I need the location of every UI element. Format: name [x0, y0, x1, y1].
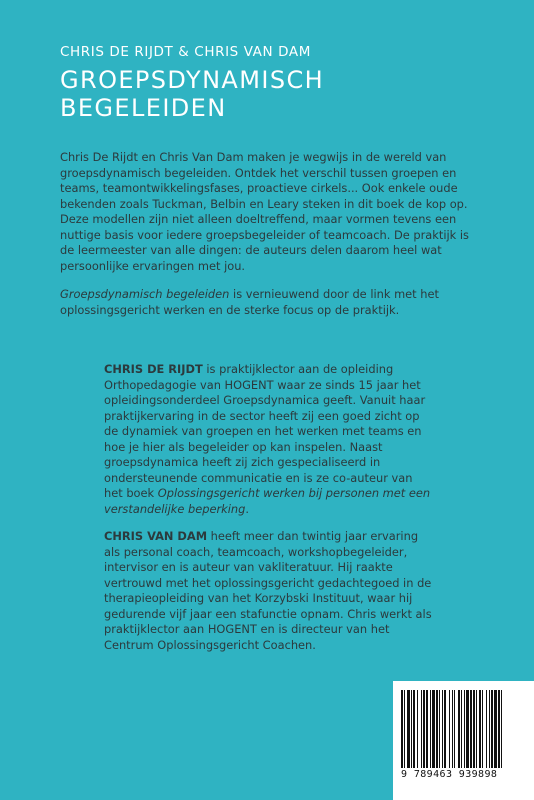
barcode-bar: [426, 690, 428, 768]
barcode-bar: [449, 690, 450, 768]
barcode-bar: [432, 690, 435, 768]
barcode-bar: [461, 690, 462, 768]
barcode-bar: [494, 690, 497, 768]
barcode-bar: [482, 690, 483, 768]
bio-2-text: heeft meer dan twintig jaar ervaring als personal coach, teamcoach, workshopbegeleider, intervisor en is auteur van vakliteratuur. Hij raakte vertrouwd met het oplossingsgericht gedachtegoed in de therapieopleiding van het Korzybski Instituut, waar hij gedurende vijf jaar een stafunctie opnam. Chris werkt als praktijklector aan HOGENT en is directeur van het Centrum Oplossingsgericht Coachen.: [104, 529, 432, 652]
bio-2-name: CHRIS VAN DAM: [104, 529, 208, 543]
barcode-bars: [401, 690, 527, 768]
barcode-bar: [442, 690, 443, 768]
barcode-bar: [430, 690, 431, 768]
bio-chris-de-rijdt: [104, 362, 434, 517]
barcode-bar: [423, 690, 425, 768]
barcode-bar: [464, 690, 465, 768]
barcode-bar: [466, 690, 469, 768]
barcode-bar: [489, 690, 490, 768]
barcode-bar: [417, 690, 418, 768]
isbn-barcode: [393, 681, 534, 800]
blurb-paragraph-2-text: is vernieuwend door de link met het oplossingsgericht werken en de sterke focus op de praktijk.: [60, 287, 439, 317]
barcode-bar: [486, 690, 487, 768]
title-line-1: GROEPSDYNAMISCH: [60, 66, 325, 94]
barcode-bar: [473, 690, 475, 768]
book-title: [60, 66, 324, 122]
blurb-paragraph-1: Chris De Rijdt en Chris Van Dam maken je wegwijs in de wereld van groepsdynamisch begeleiden. Ontdek het verschil tussen groepen en teams, teamontwikkelingsfases, proactieve cirkels... Ook enkele oude bekenden zoals Tuckman, Belbin en Leary steken in dit boek de kop op. Deze modellen zijn niet alleen doeltreffend, maar vormen tevens een nuttige basis voor iedere groepsbegeleider of teamcoach. De praktijk is de leermeester van alle dingen: de auteurs delen daarom heel wat persoonlijke ervaringen met jou.: [60, 150, 469, 273]
blurb: [60, 150, 480, 331]
barcode-bar: [452, 690, 453, 768]
blurb-title-italic: Groepsdynamisch begeleiden: [60, 287, 230, 301]
barcode-bar: [413, 690, 415, 768]
author-bios: [104, 362, 434, 665]
bio-1-book-title: Oplossingsgericht werken bij personen met een verstandelijke beperking: [104, 486, 431, 516]
barcode-bar: [411, 690, 412, 768]
barcode-bar: [491, 690, 493, 768]
isbn-number: 9 789463 939898: [401, 769, 498, 780]
barcode-bar: [476, 690, 477, 768]
barcode-bar: [404, 690, 405, 768]
blurb-paragraph-2: [60, 287, 480, 318]
barcode-bar: [401, 690, 403, 768]
bio-1-text: is praktijklector aan de opleiding Orthopedagogie van HOGENT waar ze sinds 15 jaar het opleidingsonderdeel Groepsdynamica geeft. Vanuit haar praktijkervaring in de sector heeft zij een goed zicht op de dynamiek van groepen en het werken met teams en hoe je hier als begeleider op kan inspelen. Naast groepsdynamica heeft zij zich gespecialiseerd in ondersteunende communicatie en is ze co-auteur van het boek: [104, 362, 426, 500]
bio-chris-van-dam: [104, 529, 434, 653]
authors-line: CHRIS DE RIJDT & CHRIS VAN DAM: [60, 44, 311, 60]
barcode-bar: [436, 690, 438, 768]
bio-1-end: .: [245, 501, 249, 516]
barcode-bar: [479, 690, 481, 768]
barcode-bar: [407, 690, 410, 768]
barcode-bar: [421, 690, 422, 768]
barcode-bar: [454, 690, 455, 768]
barcode-bar: [498, 690, 500, 768]
barcode-bar: [439, 690, 440, 768]
barcode-bar: [501, 690, 502, 768]
barcode-bar: [458, 690, 460, 768]
barcode-bar: [470, 690, 472, 768]
barcode-bar: [444, 690, 446, 768]
title-line-2: BEGELEIDEN: [60, 94, 227, 122]
bio-1-name: CHRIS DE RIJDT: [104, 362, 203, 376]
